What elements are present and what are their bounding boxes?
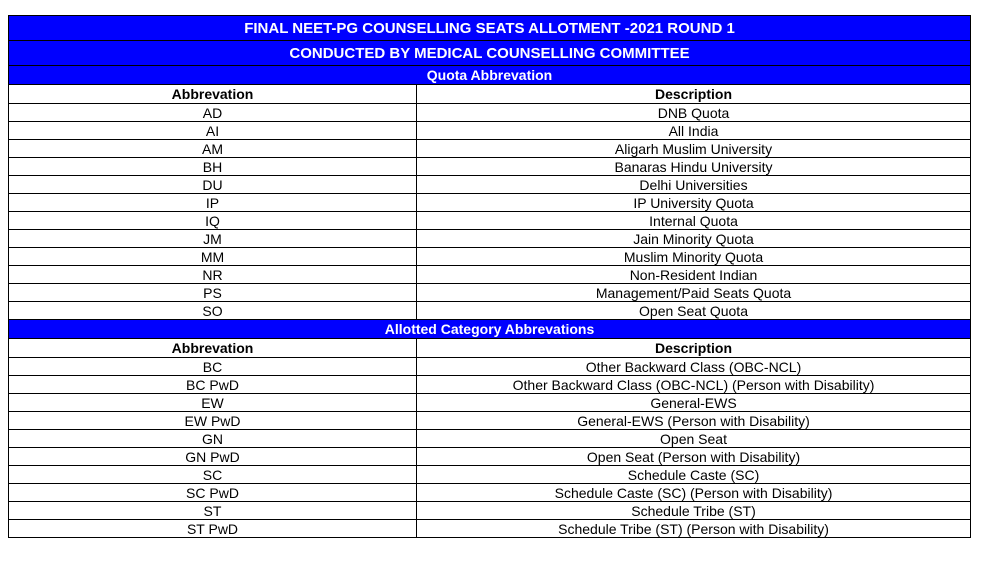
quota-abbr-cell: SO [9,302,417,320]
category-row [9,502,971,520]
category-abbr-cell: EW PwD [9,412,417,430]
quota-abbr-cell: PS [9,284,417,302]
quota-abbr-cell: IP [9,194,417,212]
quota-desc-cell: Non-Resident Indian [417,266,971,284]
category-abbr-cell: BC [9,358,417,376]
category-row [9,394,971,412]
category-col-header-abbreviation: Abbrevation [9,339,417,358]
quota-desc-cell: IP University Quota [417,194,971,212]
category-desc-cell: Schedule Caste (SC) [417,466,971,484]
quota-desc-cell: All India [417,122,971,140]
category-desc-cell: Other Backward Class (OBC-NCL) [417,358,971,376]
category-desc-cell: Other Backward Class (OBC-NCL) (Person with Disability) [417,376,971,394]
quota-desc-cell: DNB Quota [417,104,971,122]
category-col-header-description: Description [417,339,971,358]
quota-row [9,284,971,302]
quota-abbr-cell: BH [9,158,417,176]
quota-row [9,302,971,320]
category-row [9,484,971,502]
category-abbr-cell: GN PwD [9,448,417,466]
category-abbr-cell: BC PwD [9,376,417,394]
quota-row [9,230,971,248]
category-desc-cell: Schedule Tribe (ST) (Person with Disability) [417,520,971,538]
category-desc-cell: Open Seat (Person with Disability) [417,448,971,466]
category-abbr-cell: ST [9,502,417,520]
category-abbr-cell: SC PwD [9,484,417,502]
category-row [9,430,971,448]
quota-desc-cell: Aligarh Muslim University [417,140,971,158]
quota-row [9,122,971,140]
category-row [9,376,971,394]
quota-abbr-cell: IQ [9,212,417,230]
quota-section-heading: Quota Abbrevation [9,66,971,85]
quota-desc-cell: Internal Quota [417,212,971,230]
category-desc-cell: General-EWS (Person with Disability) [417,412,971,430]
category-desc-cell: Open Seat [417,430,971,448]
quota-row [9,176,971,194]
quota-abbr-cell: AD [9,104,417,122]
category-abbr-cell: SC [9,466,417,484]
title-banner-line2: CONDUCTED BY MEDICAL COUNSELLING COMMITTEE [9,41,971,66]
category-abbr-cell: ST PwD [9,520,417,538]
category-row [9,412,971,430]
quota-row [9,212,971,230]
category-abbr-cell: EW [9,394,417,412]
quota-row [9,194,971,212]
category-desc-cell: Schedule Caste (SC) (Person with Disability) [417,484,971,502]
quota-row [9,266,971,284]
quota-desc-cell: Muslim Minority Quota [417,248,971,266]
quota-desc-cell: Open Seat Quota [417,302,971,320]
quota-abbr-cell: AI [9,122,417,140]
title-banner-line1: FINAL NEET-PG COUNSELLING SEATS ALLOTMENT -2021 ROUND 1 [9,16,971,41]
quota-abbr-cell: JM [9,230,417,248]
quota-row [9,140,971,158]
quota-desc-cell: Banaras Hindu University [417,158,971,176]
quota-desc-cell: Management/Paid Seats Quota [417,284,971,302]
quota-row [9,248,971,266]
category-row [9,466,971,484]
category-row [9,448,971,466]
quota-abbr-cell: MM [9,248,417,266]
quota-abbr-cell: AM [9,140,417,158]
category-desc-cell: General-EWS [417,394,971,412]
quota-row [9,158,971,176]
abbreviation-sheet [8,15,971,538]
quota-desc-cell: Jain Minority Quota [417,230,971,248]
quota-abbr-cell: NR [9,266,417,284]
category-abbr-cell: GN [9,430,417,448]
quota-col-header-description: Description [417,85,971,104]
category-row [9,358,971,376]
category-section-heading: Allotted Category Abbrevations [9,320,971,339]
quota-row [9,104,971,122]
category-desc-cell: Schedule Tribe (ST) [417,502,971,520]
quota-desc-cell: Delhi Universities [417,176,971,194]
quota-col-header-abbreviation: Abbrevation [9,85,417,104]
category-row [9,520,971,538]
quota-abbr-cell: DU [9,176,417,194]
